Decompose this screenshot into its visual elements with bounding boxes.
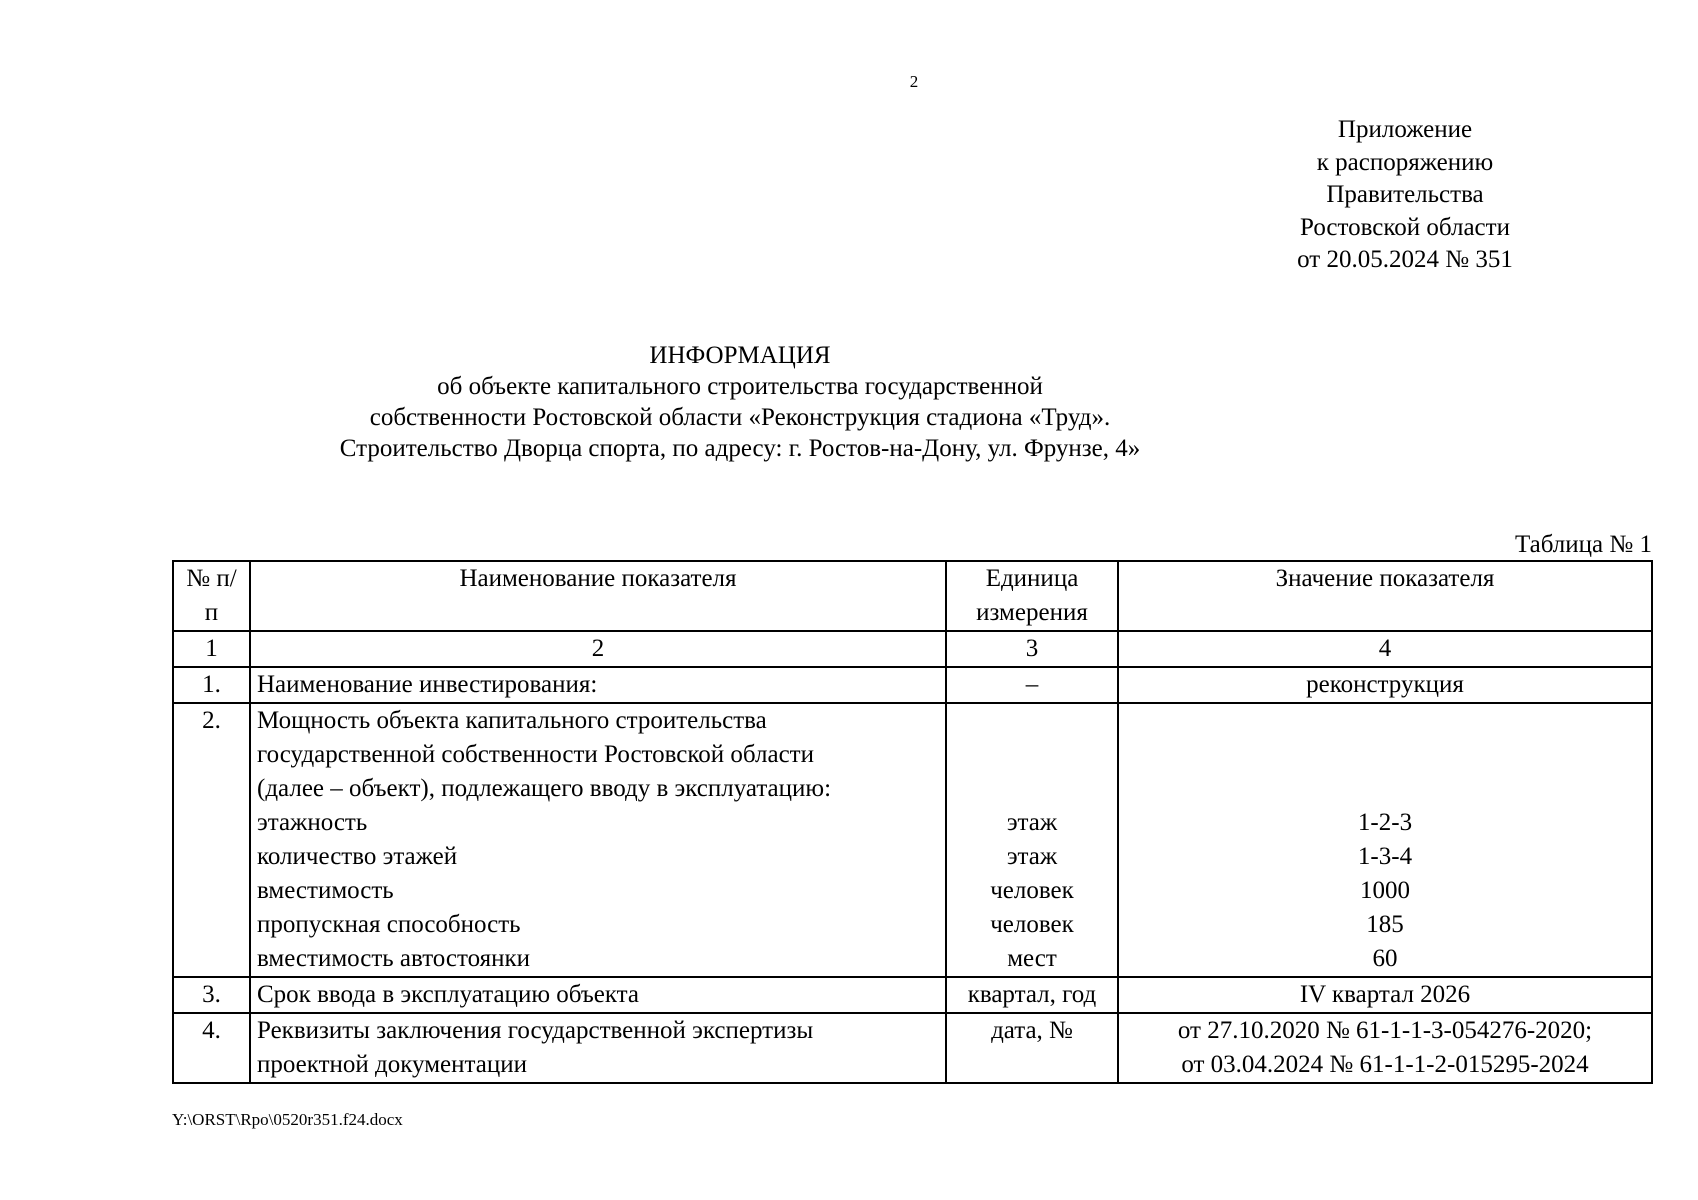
name-line: количество этажей [257, 843, 458, 870]
col-number: 3 [946, 631, 1118, 667]
value-line: 1-3-4 [1357, 843, 1413, 870]
row-unit: дата, № [946, 1013, 1118, 1083]
table-row [173, 977, 1652, 1013]
value-line [1125, 704, 1645, 738]
appendix-line: Правительства [1326, 181, 1484, 208]
row-value: реконструкция [1118, 667, 1652, 703]
appendix-line: от 20.05.2024 № 351 [1297, 246, 1513, 273]
row-value: IV квартал 2026 [1118, 977, 1652, 1013]
unit-line [953, 772, 1111, 806]
page-number: 2 [909, 72, 919, 91]
title-heading: ИНФОРМАЦИЯ [649, 342, 831, 369]
row-unit: квартал, год [946, 977, 1118, 1013]
table-row [173, 667, 1652, 703]
title-line: об объекте капитального строительства государственной [437, 373, 1043, 400]
unit-line: человек [990, 877, 1074, 904]
row-name: Срок ввода в эксплуатацию объекта [250, 977, 946, 1013]
table-header-row [173, 561, 1652, 631]
document-title [240, 340, 1240, 464]
row-value [1118, 703, 1652, 977]
appendix-line: Ростовской области [1300, 213, 1510, 241]
value-line [1125, 772, 1645, 806]
col-number: 2 [250, 631, 946, 667]
title-line: собственности Ростовской области «Реконструкция стадиона «Труд». [369, 404, 1111, 431]
row-num: 3. [173, 977, 250, 1013]
file-path-footer: Y:\ORST\Rpo\0520r351.f24.docx [172, 1110, 403, 1129]
title-line: Строительство Дворца спорта, по адресу: г. Ростов-на-Дону, ул. Фрунзе, 4» [339, 435, 1141, 462]
row-name: Наименование инвестирования: [250, 667, 946, 703]
name-line: вместимость [257, 877, 394, 904]
row-name [250, 1013, 946, 1083]
header-unit: Единица измерения [946, 561, 1118, 631]
row-num: 1. [173, 667, 250, 703]
name-line: Реквизиты заключения государственной экспертизы [257, 1017, 814, 1044]
column-numbers-row [173, 631, 1652, 667]
row-name [250, 703, 946, 977]
row-num: 2. [173, 703, 250, 977]
name-line: государственной собственности Ростовской области [257, 741, 814, 768]
value-line: 185 [1366, 911, 1404, 938]
table-label: Таблица № 1 [1514, 531, 1652, 558]
unit-line: этаж [1006, 809, 1058, 836]
row-unit [946, 703, 1118, 977]
header-value: Значение показателя [1118, 561, 1652, 631]
header-name: Наименование показателя [250, 561, 946, 631]
unit-line: человек [990, 911, 1074, 938]
name-line: проектной документации [257, 1051, 527, 1078]
name-line: этажность [257, 809, 368, 836]
value-line: 1-2-3 [1357, 809, 1413, 836]
name-line: пропускная способность [257, 911, 521, 938]
appendix-line: к распоряжению [1316, 148, 1494, 176]
col-number: 1 [173, 631, 250, 667]
row-value [1118, 1013, 1652, 1083]
row-unit: – [946, 667, 1118, 703]
name-line: вместимость автостоянки [257, 945, 531, 972]
table-row [173, 703, 1652, 977]
unit-line [953, 704, 1111, 738]
value-line: 1000 [1360, 877, 1410, 904]
name-line: (далее – объект), подлежащего вводу в эксплуатацию: [257, 775, 832, 802]
col-number: 4 [1118, 631, 1652, 667]
appendix-line: Приложение [1337, 116, 1473, 143]
row-num: 4. [173, 1013, 250, 1083]
value-line: от 27.10.2020 № 61-1-1-3-054276-2020; [1177, 1017, 1593, 1044]
unit-line [953, 738, 1111, 772]
value-line: от 03.04.2024 № 61-1-1-2-015295-2024 [1181, 1051, 1589, 1078]
table-row [173, 1013, 1652, 1083]
appendix-block [1240, 114, 1570, 277]
unit-line: мест [1007, 945, 1057, 972]
header-num: № п/п [173, 561, 250, 631]
name-line: Мощность объекта капитального строительства [257, 707, 767, 734]
value-line: 60 [1372, 945, 1398, 972]
value-line [1125, 738, 1645, 772]
unit-line: этаж [1006, 843, 1058, 870]
indicators-table [172, 560, 1653, 1084]
